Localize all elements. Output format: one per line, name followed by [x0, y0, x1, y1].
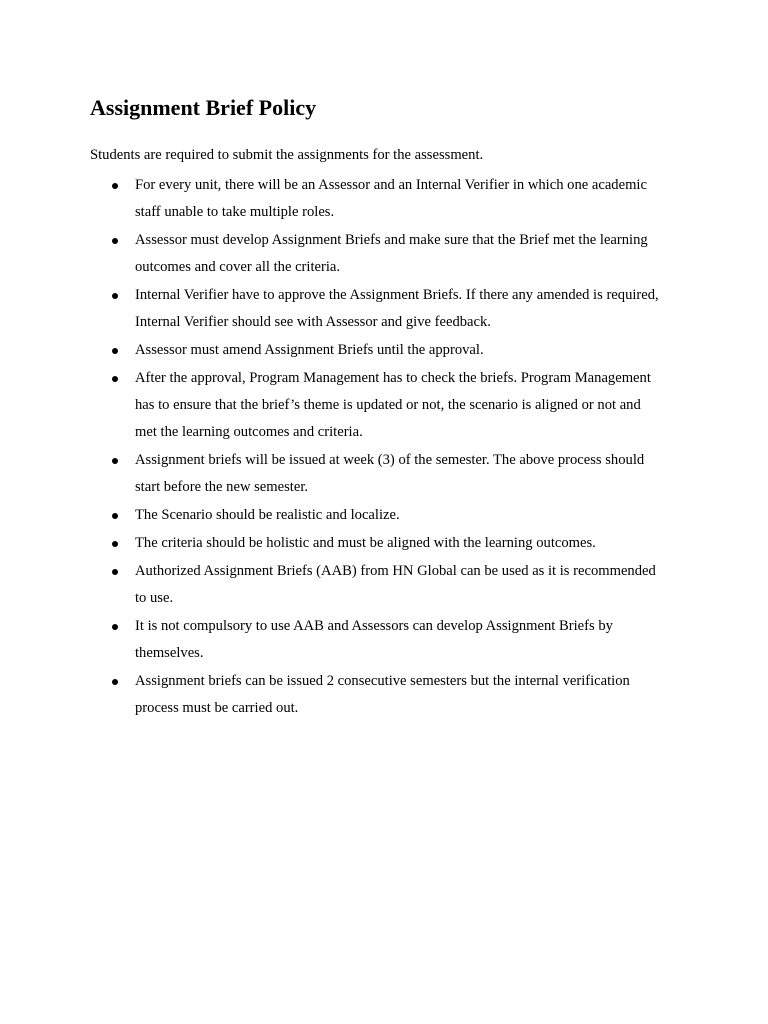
- intro-paragraph: Students are required to submit the assignments for the assessment.: [90, 147, 484, 163]
- bullet-point-icon: [112, 513, 118, 519]
- bullet-text-line: Internal Verifier have to approve the Assignment Briefs. If there any amended is required,: [135, 287, 659, 303]
- bullet-point-icon: [112, 183, 118, 189]
- bullet-text-line: It is not compulsory to use AAB and Assessors can develop Assignment Briefs by: [135, 618, 613, 634]
- bullet-point-icon: [112, 679, 118, 685]
- bullet-text-line: The Scenario should be realistic and localize.: [135, 507, 400, 523]
- policy-bullet-item: [0, 337, 683, 364]
- policy-bullet-item: [0, 447, 683, 501]
- bullet-point-icon: [112, 348, 118, 354]
- policy-bullet-item: [0, 530, 683, 557]
- bullet-point-icon: [112, 458, 118, 464]
- bullet-text-line: met the learning outcomes and criteria.: [135, 424, 363, 440]
- bullet-text-line: After the approval, Program Management has to check the briefs. Program Management: [135, 370, 651, 386]
- policy-bullet-item: [0, 613, 683, 667]
- policy-bullet-item: [0, 668, 683, 722]
- policy-bullet-list: [0, 172, 768, 723]
- bullet-text-line: Assessor must amend Assignment Briefs until the approval.: [135, 342, 484, 358]
- bullet-text-line: For every unit, there will be an Assessor and an Internal Verifier in which one academic: [135, 177, 647, 193]
- policy-bullet-item: [0, 558, 683, 612]
- bullet-point-icon: [112, 376, 118, 382]
- bullet-text-line: themselves.: [135, 645, 204, 661]
- bullet-text-line: Internal Verifier should see with Assessor and give feedback.: [135, 314, 491, 330]
- bullet-point-icon: [112, 238, 118, 244]
- policy-bullet-item: [0, 282, 683, 336]
- policy-bullet-item: [0, 502, 683, 529]
- bullet-text-line: Assignment briefs will be issued at week (3) of the semester. The above process should: [135, 452, 645, 468]
- page-title: Assignment Brief Policy: [90, 95, 317, 120]
- bullet-text-line: process must be carried out.: [135, 700, 299, 716]
- policy-bullet-item: [0, 172, 683, 226]
- bullet-text-line: has to ensure that the brief’s theme is updated or not, the scenario is aligned or not and: [135, 397, 641, 413]
- bullet-text-line: The criteria should be holistic and must be aligned with the learning outcomes.: [135, 535, 596, 551]
- policy-bullet-item: [0, 227, 683, 281]
- bullet-text-line: Authorized Assignment Briefs (AAB) from HN Global can be used as it is recommended: [135, 563, 656, 579]
- bullet-point-icon: [112, 624, 118, 630]
- bullet-point-icon: [112, 569, 118, 575]
- bullet-text-line: to use.: [135, 590, 174, 606]
- bullet-text-line: Assessor must develop Assignment Briefs and make sure that the Brief met the learning: [135, 232, 648, 248]
- bullet-point-icon: [112, 541, 118, 547]
- bullet-text-line: outcomes and cover all the criteria.: [135, 259, 341, 275]
- bullet-text-line: Assignment briefs can be issued 2 consecutive semesters but the internal verification: [135, 673, 630, 689]
- bullet-text-line: start before the new semester.: [135, 479, 309, 495]
- bullet-point-icon: [112, 293, 118, 299]
- bullet-text-line: staff unable to take multiple roles.: [135, 204, 335, 220]
- policy-bullet-item: [0, 365, 683, 446]
